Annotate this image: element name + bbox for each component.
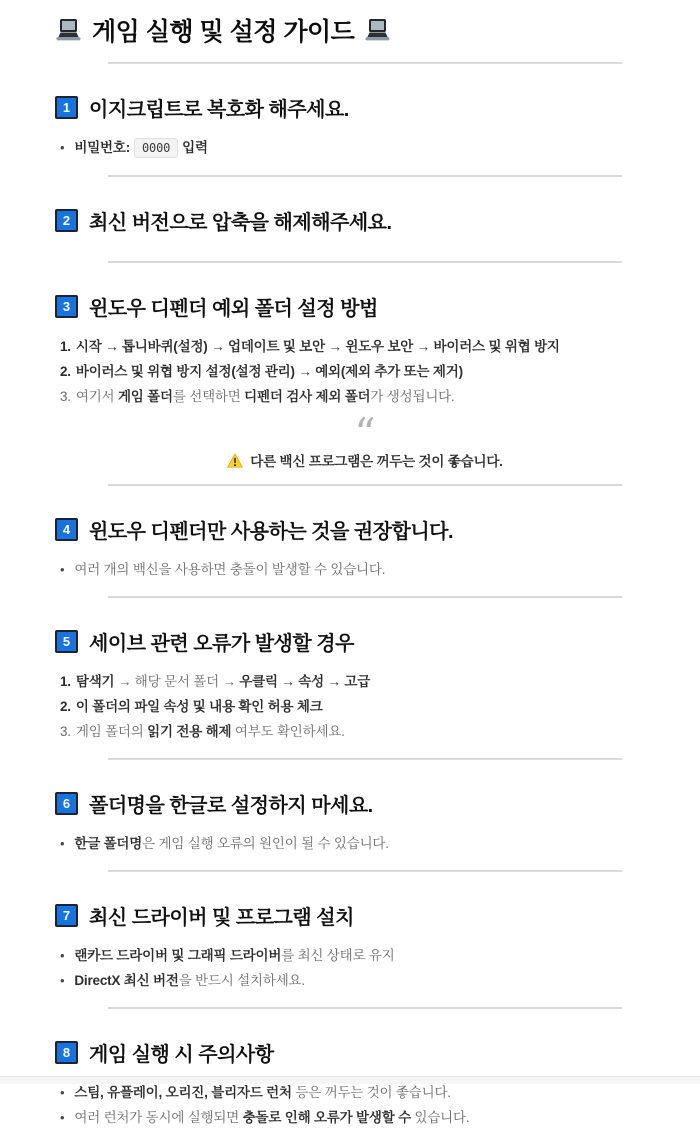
step-text: 여부도 확인하세요.	[231, 724, 345, 739]
laptop-icon	[55, 18, 82, 42]
section-title: 세이브 관련 오류가 발생할 경우	[89, 633, 354, 655]
section-save-errors	[55, 598, 675, 744]
list-item	[60, 135, 675, 161]
password-suffix: 입력	[182, 140, 208, 155]
page-title	[55, 10, 675, 48]
warning-triangle-icon	[227, 453, 243, 468]
section-title: 최신 버전으로 압축을 해제해주세요.	[89, 212, 392, 234]
bullet-text: DirectX 최신 버전	[74, 973, 179, 988]
bullet-list	[55, 1080, 675, 1130]
section-number-badge: 5	[55, 630, 78, 653]
step-text: 디펜더 검사 제외 폴더	[244, 389, 371, 404]
bullet-text: 랜카드 드라이버 및 그래픽 드라이버	[74, 948, 282, 963]
step-marker: 2.	[60, 699, 71, 714]
list-item	[60, 831, 675, 856]
section-defender-only	[55, 486, 675, 582]
password-label: 비밀번호:	[74, 140, 131, 155]
section-heading	[55, 206, 675, 235]
list-item	[60, 943, 675, 968]
bullet-text: 여러 런처가 동시에 실행되면	[74, 1110, 243, 1125]
section-number-badge: 6	[55, 792, 78, 815]
section-number-badge: 8	[55, 1041, 78, 1064]
section-title: 윈도우 디펜더 예외 폴더 설정 방법	[89, 298, 378, 320]
step-list	[55, 334, 675, 409]
step-item	[60, 669, 675, 694]
step-item	[60, 694, 675, 719]
step-marker: 1.	[60, 674, 71, 689]
warning-line	[55, 450, 675, 470]
step-text: → 해당 문서 폴더 →	[114, 674, 240, 689]
step-text: 게임 폴더의	[75, 724, 148, 739]
section-title: 최신 드라이버 및 프로그램 설치	[89, 907, 354, 929]
section-run-cautions	[55, 1009, 675, 1130]
list-item	[60, 968, 675, 993]
bullet-text: 한글 폴더명	[74, 836, 143, 851]
page-title-text: 게임 실행 및 설정 가이드	[92, 18, 355, 46]
section-drivers	[55, 872, 675, 993]
step-text: 가 생성됩니다.	[370, 389, 455, 404]
step-text: 바이러스 및 위협 방지 설정(설정 관리) → 예외(제외 추가 또는 제거)	[75, 364, 463, 379]
step-marker: 3.	[60, 724, 71, 739]
section-title: 이지크립트로 복호화 해주세요.	[89, 99, 349, 121]
step-item	[60, 384, 675, 409]
bullet-text: 충돌로 인해 오류가 발생할 수	[242, 1110, 411, 1125]
bullet-list	[55, 135, 675, 161]
section-number-badge: 4	[55, 518, 78, 541]
section-number-badge: 3	[55, 295, 78, 318]
section-heading	[55, 292, 675, 321]
step-marker: 3.	[60, 389, 71, 404]
next-block-edge	[0, 1076, 700, 1084]
step-text: 읽기 전용 해제	[147, 724, 232, 739]
step-item	[60, 334, 675, 359]
step-marker: 2.	[60, 364, 71, 379]
open-quote-mark: “	[354, 409, 376, 458]
step-list	[55, 669, 675, 744]
section-heading	[55, 93, 675, 122]
section-no-korean-folder	[55, 760, 675, 856]
bullet-text: 를 최신 상태로 유지	[281, 948, 395, 963]
bullet-text: 있습니다.	[410, 1110, 470, 1125]
section-heading	[55, 1038, 675, 1067]
step-item	[60, 719, 675, 744]
bullet-text: 스팀, 유플레이, 오리진, 블리자드 런처	[74, 1085, 292, 1100]
list-item	[60, 1105, 675, 1130]
step-text: 게임 폴더	[117, 389, 173, 404]
step-text: 여기서	[75, 389, 118, 404]
section-unzip	[55, 177, 675, 235]
section-defender-exclusion	[55, 263, 675, 470]
list-item	[60, 557, 675, 582]
section-number-badge: 1	[55, 96, 78, 119]
section-decrypt	[55, 64, 675, 161]
section-heading	[55, 789, 675, 818]
section-heading	[55, 627, 675, 656]
bullet-text: 등은 꺼두는 것이 좋습니다.	[291, 1085, 451, 1100]
blockquote	[55, 409, 675, 470]
section-title: 윈도우 디펜더만 사용하는 것을 권장합니다.	[89, 521, 454, 543]
bullet-list	[55, 943, 675, 993]
section-number-badge: 7	[55, 904, 78, 927]
bullet-text: 은 게임 실행 오류의 원인이 될 수 있습니다.	[142, 836, 389, 851]
section-heading	[55, 515, 675, 544]
step-text: 시작 → 톱니바퀴(설정) → 업데이트 및 보안 → 윈도우 보안 → 바이러스 및 위협 방지	[75, 339, 560, 354]
warning-text: 다른 백신 프로그램은 꺼두는 것이 좋습니다.	[250, 454, 503, 469]
step-text: 탐색기	[75, 674, 115, 689]
step-item	[60, 359, 675, 384]
section-title: 게임 실행 시 주의사항	[89, 1044, 274, 1066]
step-text: 우클릭 → 속성 → 고급	[239, 674, 371, 689]
section-heading	[55, 901, 675, 930]
section-title: 폴더명을 한글로 설정하지 마세요.	[89, 795, 373, 817]
laptop-icon	[364, 18, 391, 42]
bullet-list	[55, 831, 675, 856]
step-marker: 1.	[60, 339, 71, 354]
bullet-list	[55, 557, 675, 582]
password-code: 0000	[134, 138, 178, 158]
step-text: 를 선택하면	[172, 389, 245, 404]
section-number-badge: 2	[55, 209, 78, 232]
bullet-text: 여러 개의 백신을 사용하면 충돌이 발생할 수 있습니다.	[74, 562, 386, 577]
bullet-text: 을 반드시 설치하세요.	[178, 973, 305, 988]
step-text: 이 폴더의 파일 속성 및 내용 확인 허용 체크	[75, 699, 323, 714]
